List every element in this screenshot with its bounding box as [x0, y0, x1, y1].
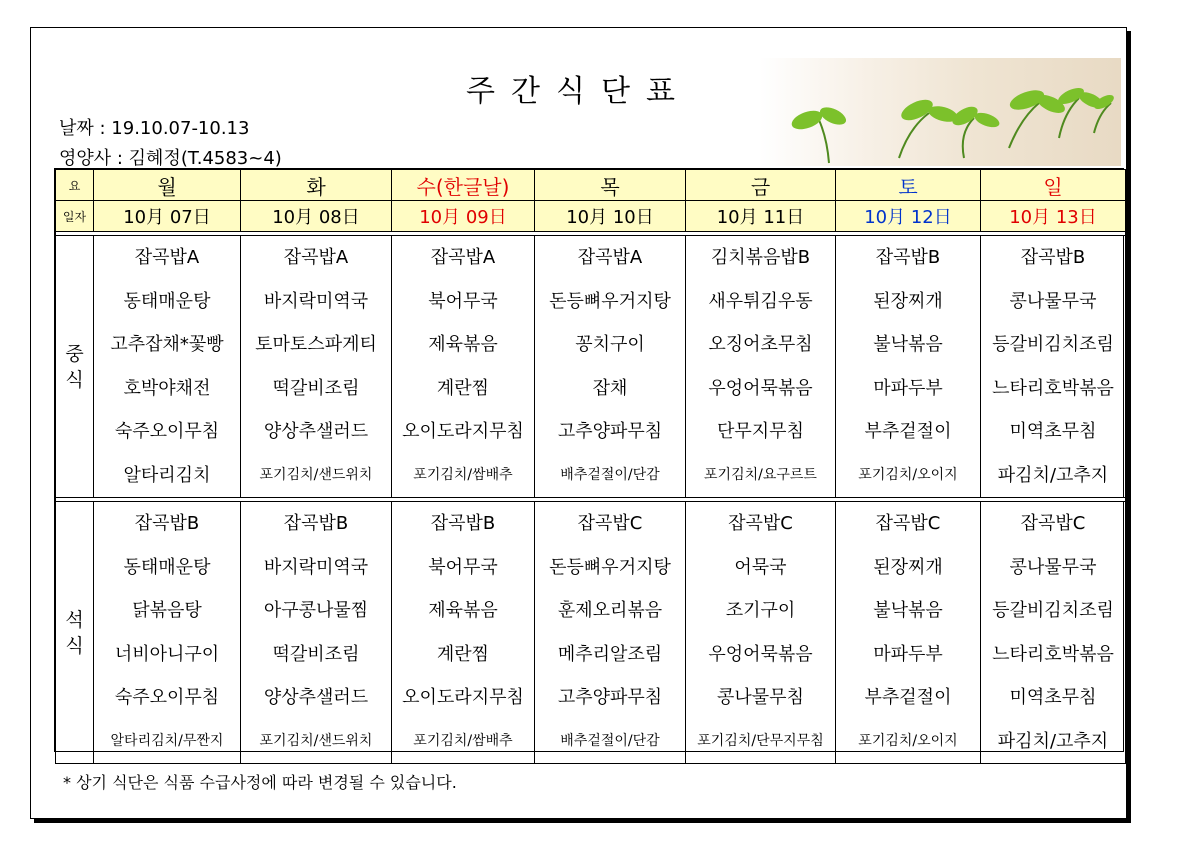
lunch-label: 중 식	[56, 236, 94, 498]
date-sat: 10月 12日	[836, 201, 981, 232]
lunch-day-3	[535, 236, 686, 498]
menu-item: 느타리호박볶음	[992, 377, 1114, 399]
menu-item: 잡곡밥C	[577, 513, 643, 534]
date-mon: 10月 07日	[94, 201, 241, 232]
menu-item: 동태매운탕	[123, 556, 211, 578]
menu-item: 토마토스파게티	[255, 334, 377, 355]
menu-item: 아구콩나물찜	[263, 600, 369, 621]
menu-item: 돈등뼈우거지탕	[549, 290, 671, 312]
lunch-day-1	[241, 236, 392, 498]
weekly-menu-table	[54, 168, 1124, 752]
menu-item: 콩나물무국	[1009, 290, 1097, 312]
date-thu: 10月 10日	[535, 201, 686, 232]
menu-item: 김치볶음밥B	[710, 247, 811, 268]
menu-item: 떡갈비조림	[272, 643, 360, 665]
menu-item: 포기김치/요구르트	[704, 466, 817, 483]
footnote: * 상기 식단은 식품 수급사정에 따라 변경될 수 있습니다.	[63, 773, 457, 792]
dinner-day-2	[392, 502, 535, 764]
menu-item: 동태매운탕	[123, 290, 211, 312]
lunch-day-2	[392, 236, 535, 498]
date-fri: 10月 11日	[686, 201, 836, 232]
menu-item: 오이도라지무침	[402, 687, 524, 708]
lunch-day-6	[981, 236, 1126, 498]
menu-item: 알타리김치/무짠지	[110, 732, 224, 749]
menu-item: 잡곡밥C	[875, 513, 941, 534]
dinner-day-1	[241, 502, 392, 764]
menu-item: 너비아니구이	[114, 643, 220, 665]
date-tue: 10月 08日	[241, 201, 392, 232]
menu-item: 고추양파무침	[557, 687, 663, 708]
page-title: 주간식단표	[466, 74, 691, 109]
menu-item: 조기구이	[725, 600, 796, 621]
weekday-header-row	[56, 170, 1126, 201]
menu-item: 된장찌개	[873, 290, 943, 312]
menu-item: 새우튀김우동	[708, 290, 813, 312]
weekday-mon: 월	[94, 170, 241, 201]
menu-item: 오이도라지무침	[402, 421, 524, 442]
dietitian-info: 영양사 : 김혜정(T.4583~4)	[59, 148, 282, 169]
menu-item: 파김치/고추지	[997, 464, 1109, 486]
menu-item: 콩나물무침	[717, 687, 804, 708]
menu-item: 제육볶음	[428, 334, 498, 355]
menu-item: 알타리김치	[123, 464, 211, 486]
menu-item: 배추겉절이/단감	[560, 466, 660, 483]
menu-item: 미역초무침	[1009, 687, 1097, 708]
lunch-day-0	[94, 236, 241, 498]
menu-item: 양상추샐러드	[263, 687, 369, 708]
menu-item: 고추잡채*꽃빵	[110, 334, 224, 355]
menu-item: 불낙볶음	[873, 600, 943, 621]
menu-item: 호박야채전	[123, 377, 211, 399]
sprout-illustration	[759, 58, 1121, 166]
menu-item: 포기김치/샌드위치	[259, 466, 373, 483]
dinner-label: 석 식	[56, 502, 94, 764]
dinner-day-6	[981, 502, 1126, 764]
dinner-day-5	[836, 502, 981, 764]
menu-item: 바지락미역국	[263, 290, 369, 312]
menu-item: 잡곡밥A	[577, 247, 643, 268]
menu-item: 떡갈비조림	[272, 377, 360, 399]
weekday-label: 요	[56, 170, 94, 201]
menu-item: 된장찌개	[873, 556, 943, 578]
weekday-thu: 목	[535, 170, 686, 201]
menu-item: 파김치/고추지	[997, 730, 1109, 752]
menu-item: 계란찜	[436, 643, 490, 665]
menu-item: 북어무국	[428, 290, 498, 312]
menu-item: 양상추샐러드	[263, 421, 369, 442]
menu-item: 등갈비김치조림	[992, 334, 1114, 355]
menu-item: 잡곡밥B	[430, 513, 496, 534]
menu-item: 잡곡밥B	[1020, 247, 1086, 268]
menu-item: 훈제오리볶음	[557, 600, 663, 621]
menu-item: 포기김치/샌드위치	[259, 732, 373, 749]
lunch-day-5	[836, 236, 981, 498]
weekday-tue: 화	[241, 170, 392, 201]
dinner-day-4	[686, 502, 836, 764]
menu-item: 우엉어묵볶음	[708, 643, 813, 665]
menu-item: 마파두부	[873, 643, 943, 665]
menu-item: 돈등뼈우거지탕	[549, 556, 671, 578]
menu-item: 닭볶음탕	[132, 600, 202, 621]
menu-item: 부추겉절이	[864, 687, 952, 708]
menu-item: 잡곡밥B	[283, 513, 349, 534]
weekday-sun: 일	[981, 170, 1126, 201]
menu-item: 포기김치/오이지	[858, 732, 958, 749]
menu-item: 숙주오이무침	[114, 687, 220, 708]
menu-item: 메추리알조림	[557, 643, 663, 665]
menu-item: 오징어초무침	[708, 334, 813, 355]
menu-item: 어묵국	[734, 556, 787, 578]
menu-item: 제육볶음	[428, 600, 498, 621]
menu-item: 포기김치/쌈배추	[413, 732, 513, 749]
menu-item: 잡곡밥A	[283, 247, 349, 268]
weekday-sat: 토	[836, 170, 981, 201]
menu-item: 배추겉절이/단감	[560, 732, 660, 749]
menu-item: 계란찜	[436, 377, 490, 399]
menu-item: 느타리호박볶음	[992, 643, 1114, 665]
lunch-day-4	[686, 236, 836, 498]
menu-item: 고추양파무침	[557, 421, 663, 442]
menu-item: 콩나물무국	[1009, 556, 1097, 578]
menu-item: 우엉어묵볶음	[708, 377, 813, 399]
menu-item: 잡곡밥B	[875, 247, 941, 268]
menu-item: 바지락미역국	[263, 556, 369, 578]
date-range: 날짜 : 19.10.07-10.13	[59, 118, 250, 139]
dinner-day-0	[94, 502, 241, 764]
date-label: 일자	[56, 201, 94, 232]
menu-item: 포기김치/오이지	[858, 466, 958, 483]
menu-item: 마파두부	[873, 377, 943, 399]
menu-sheet	[30, 27, 1127, 819]
date-wed: 10月 09日	[392, 201, 535, 232]
menu-item: 미역초무침	[1009, 421, 1097, 442]
lunch-row	[56, 236, 1126, 498]
menu-item: 포기김치/단무지무침	[697, 732, 824, 749]
menu-item: 숙주오이무침	[114, 421, 220, 442]
menu-item: 잡곡밥A	[134, 247, 200, 268]
weekday-fri: 금	[686, 170, 836, 201]
menu-item: 등갈비김치조림	[992, 600, 1114, 621]
menu-item: 꽁치구이	[575, 334, 645, 355]
menu-item: 잡곡밥C	[728, 513, 793, 534]
date-sun: 10月 13日	[981, 201, 1126, 232]
menu-item: 부추겉절이	[864, 421, 952, 442]
menu-item: 잡채	[592, 377, 628, 399]
dinner-row	[56, 502, 1126, 764]
menu-item: 포기김치/쌈배추	[413, 466, 513, 483]
menu-item: 잡곡밥C	[1020, 513, 1086, 534]
menu-item: 단무지무침	[717, 421, 804, 442]
menu-item: 잡곡밥A	[430, 247, 496, 268]
menu-item: 불낙볶음	[873, 334, 943, 355]
weekday-wed: 수(한글날)	[392, 170, 535, 201]
menu-item: 북어무국	[428, 556, 498, 578]
menu-item: 잡곡밥B	[134, 513, 200, 534]
dinner-day-3	[535, 502, 686, 764]
date-header-row	[56, 201, 1126, 232]
